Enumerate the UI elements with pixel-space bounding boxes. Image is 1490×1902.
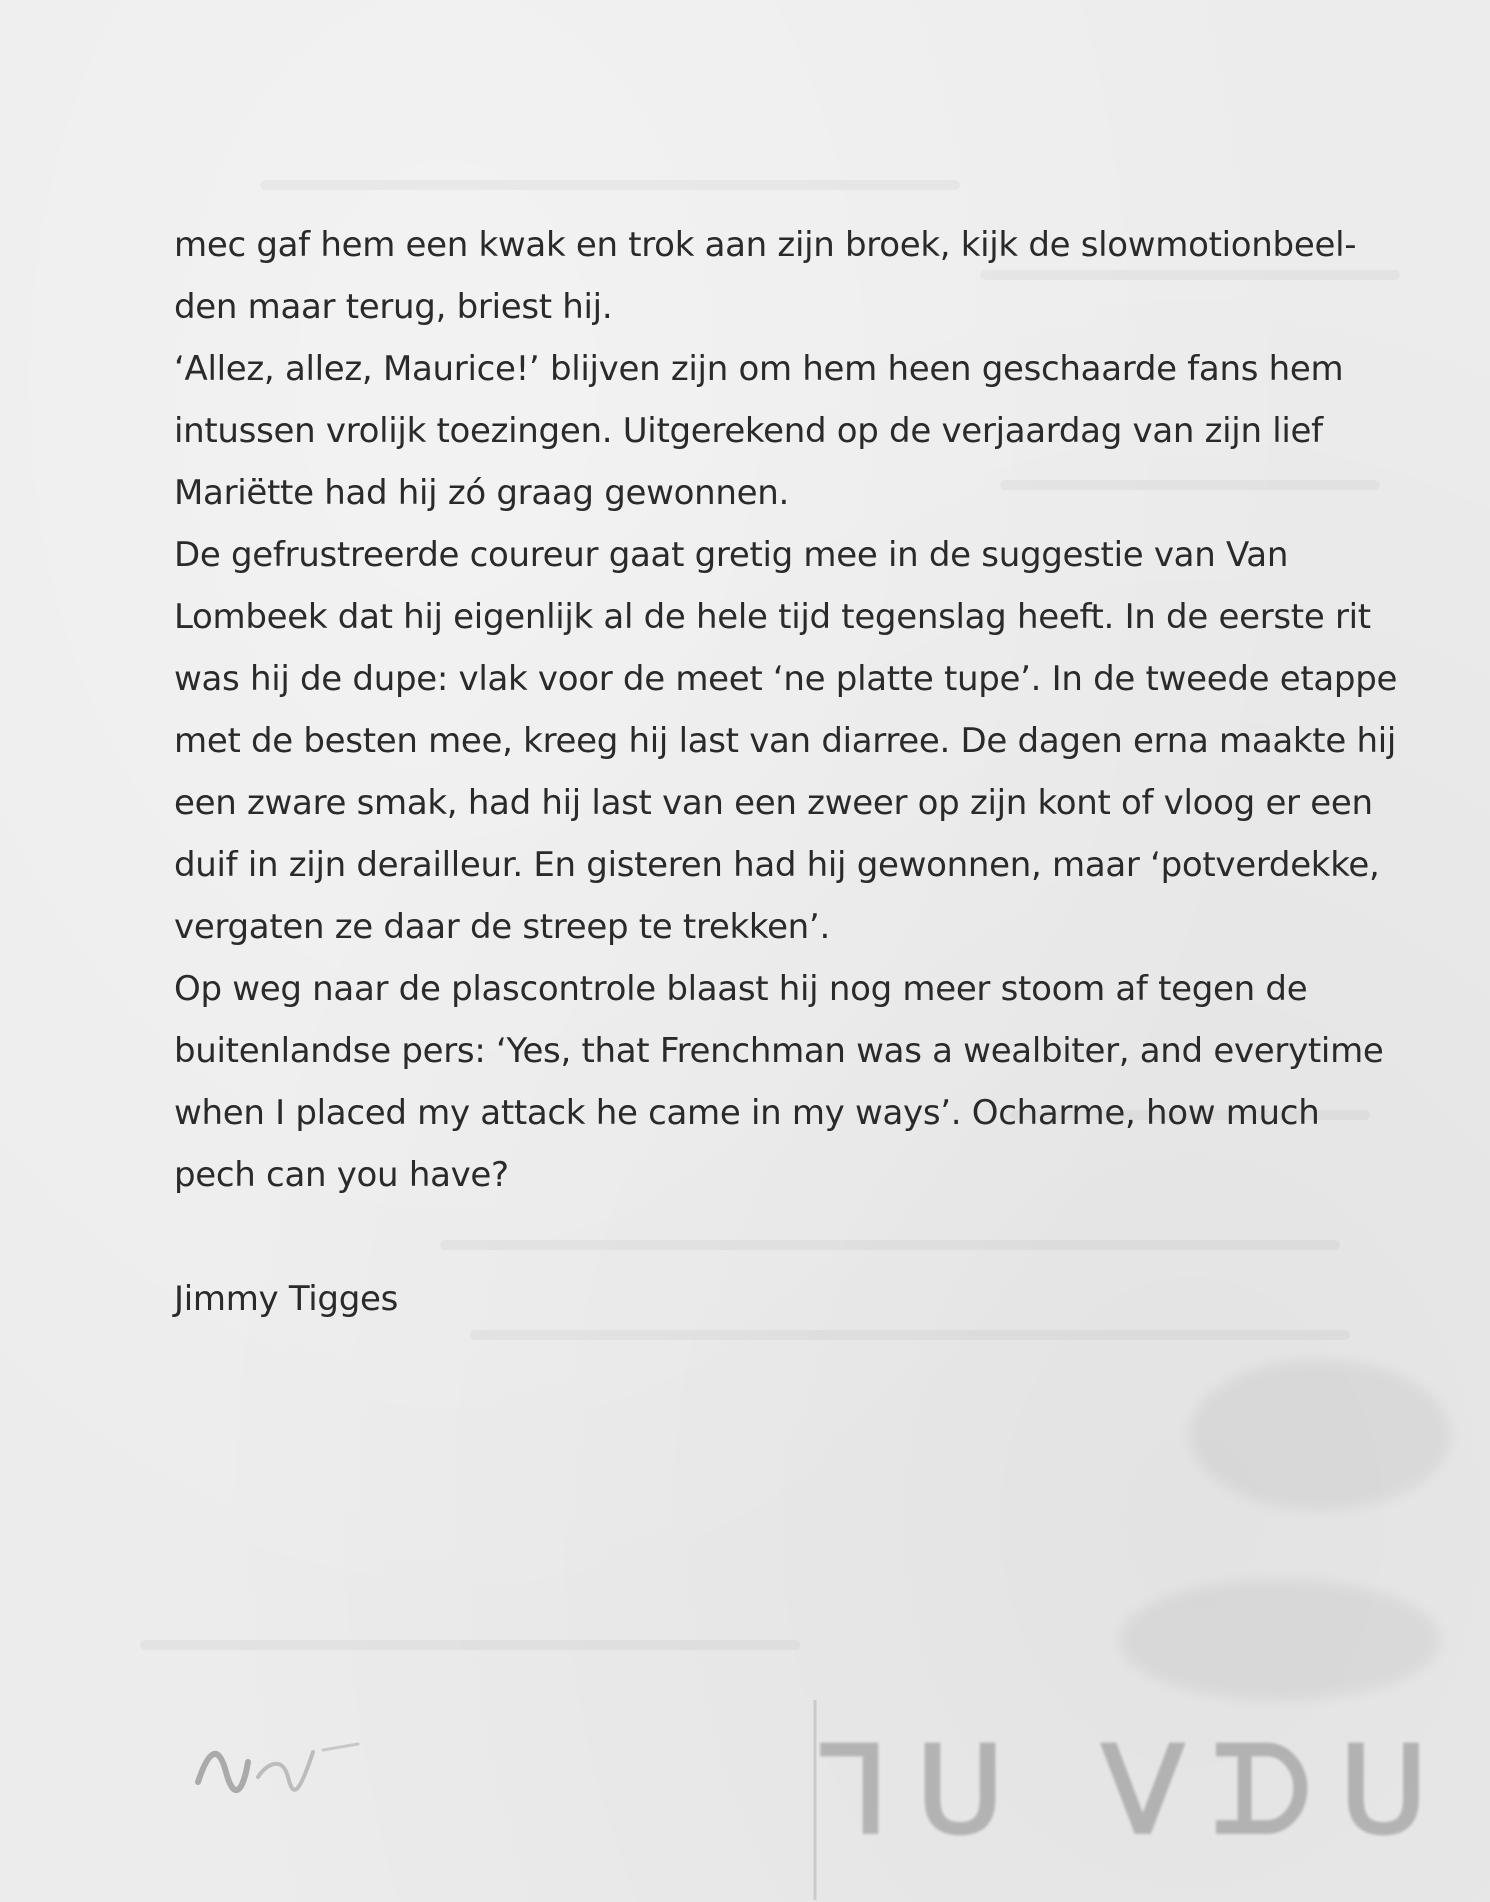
text-line: met de besten mee, kreeg hij last van diarree. De dagen erna maakte hij: [174, 721, 1396, 761]
text-line: Mariëtte had hij zó graag gewonnen.: [174, 473, 789, 513]
show-through-lettering: ᒣᑌ ᐯᗪᑌ: [815, 1720, 1456, 1861]
fold-shadow: [805, 1700, 825, 1900]
text-line: intussen vrolijk toezingen. Uitgerekend op de verjaardag van zijn lief: [174, 411, 1323, 451]
text-line: mec gaf hem een kwak en trok aan zijn broek, kijk de slowmotionbeel-: [174, 225, 1357, 265]
show-through: [470, 1330, 1350, 1340]
scribble-mark: [188, 1722, 378, 1802]
author-name: Jimmy Tigges: [174, 1279, 399, 1319]
text-line: buitenlandse pers: ‘Yes, that Frenchman was a wealbiter, and everytime: [174, 1031, 1384, 1071]
text-line: den maar terug, briest hij.: [174, 287, 613, 327]
text-line: De gefrustreerde coureur gaat gretig mee in de suggestie van Van: [174, 535, 1289, 575]
text-line: Op weg naar de plascontrole blaast hij nog meer stoom af tegen de: [174, 969, 1308, 1009]
show-through: [260, 180, 960, 190]
show-through: [140, 1640, 800, 1650]
text-line: pech can you have?: [174, 1155, 509, 1195]
article-text: [174, 214, 1414, 1330]
text-line: Lombeek dat hij eigenlijk al de hele tijd tegenslag heeft. In de eerste rit: [174, 597, 1371, 637]
text-line: vergaten ze daar de streep te trekken’.: [174, 907, 830, 947]
text-line: was hij de dupe: vlak voor de meet ‘ne platte tupe’. In de tweede etappe: [174, 659, 1398, 699]
show-through: [1120, 1580, 1440, 1700]
text-line: duif in zijn derailleur. En gisteren had hij gewonnen, maar ‘potverdekke,: [174, 845, 1380, 885]
text-line: een zware smak, had hij last van een zweer op zijn kont of vloog er een: [174, 783, 1373, 823]
text-line: ‘Allez, allez, Maurice!’ blijven zijn om hem heen geschaarde fans hem: [174, 349, 1344, 389]
text-line: when I placed my attack he came in my ways’. Ocharme, how much: [174, 1093, 1320, 1133]
paragraph-gap: [174, 1206, 1414, 1268]
show-through: [1190, 1360, 1450, 1510]
